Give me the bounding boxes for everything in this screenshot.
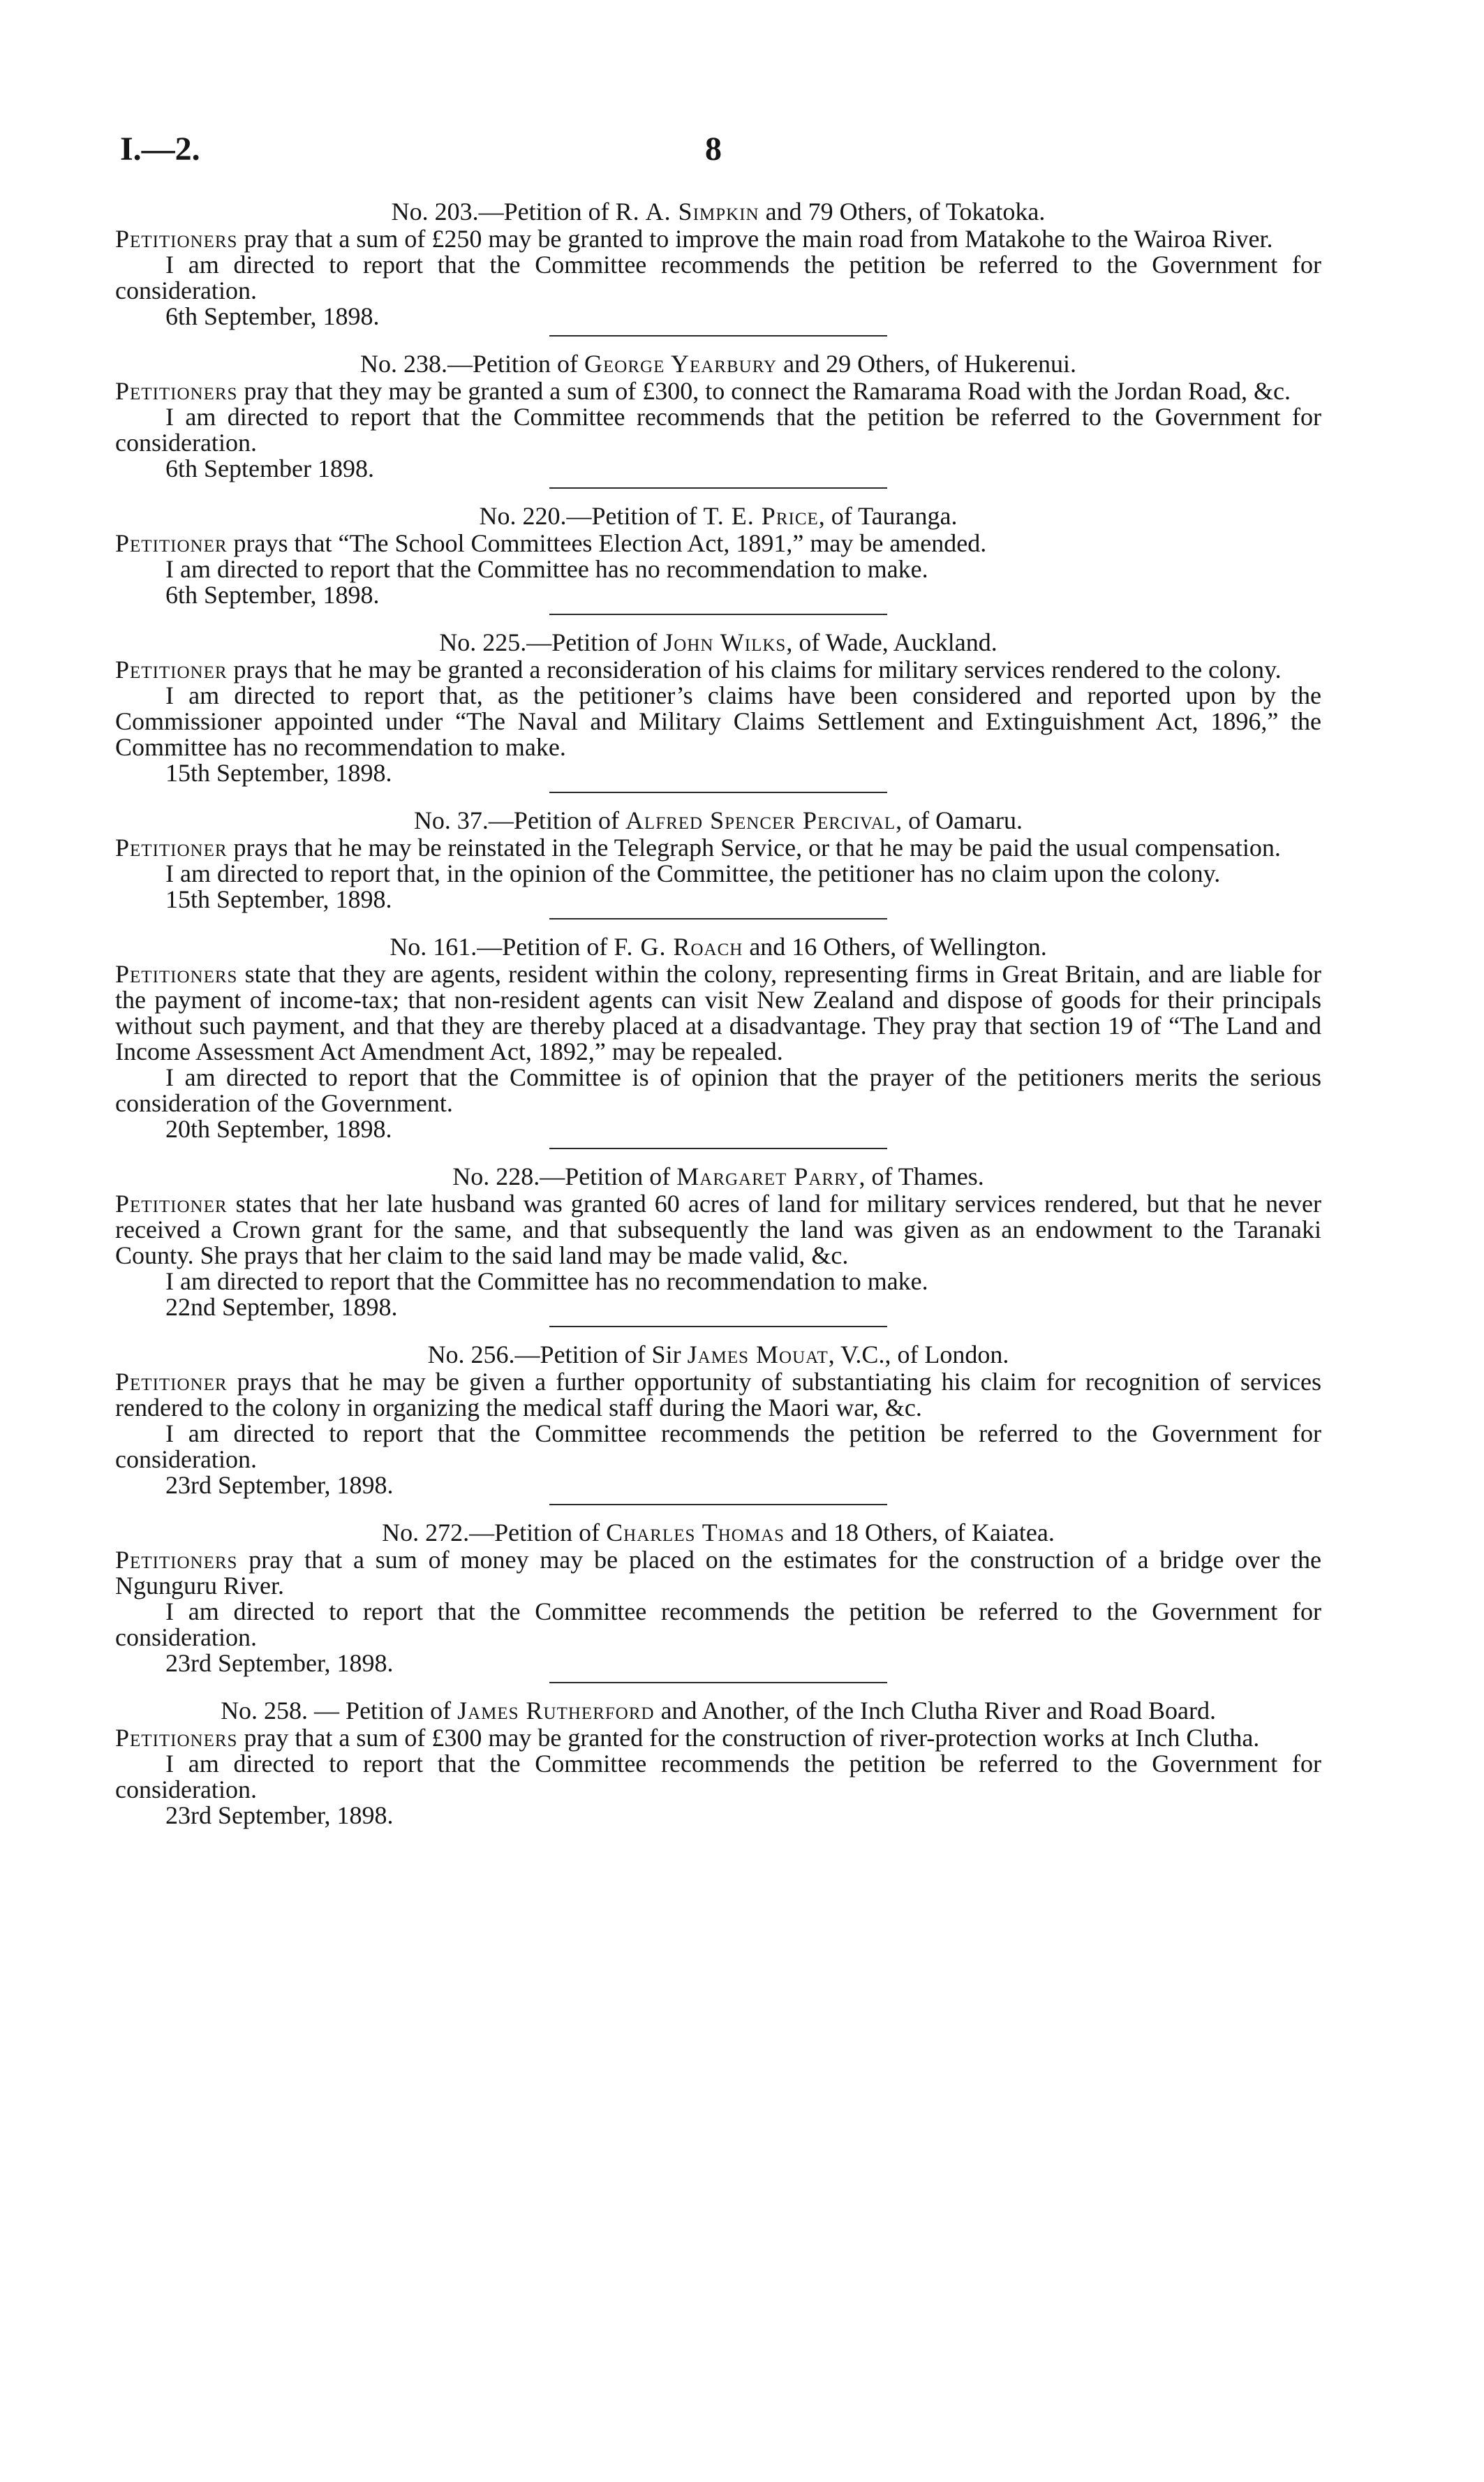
report-date: 6th September, 1898.	[165, 302, 380, 330]
petition-228	[115, 1162, 1321, 1327]
petition-prayer: Petitioner states that her late husband was granted 60 acres of land for military services rendered, but that he never received a Crown grant for the same, and that subsequently the land was given as an endowment to the Taranaki County. She prays that her claim to the said land may be made valid, &c.	[115, 1190, 1321, 1269]
petitions-list	[115, 198, 1321, 1829]
document-reference: I.—2.	[120, 131, 200, 168]
committee-report: I am directed to report that the Committee recommends the petition be referred to the Government for consideration.	[115, 1597, 1321, 1651]
report-date: 6th September, 1898.	[165, 581, 380, 609]
report-date: 22nd September, 1898.	[165, 1293, 398, 1321]
petition-prayer: Petitioner prays that he may be granted a reconsideration of his claims for military services rendered to the colony.	[115, 656, 1282, 684]
petitioner-name: Margaret Parry	[676, 1162, 859, 1190]
petitioner-name: George Yearbury	[584, 350, 778, 378]
petitioner-name: Charles Thomas	[606, 1519, 785, 1546]
petition-heading: No. 225.—Petition of John Wilks, of Wade, Auckland.	[439, 628, 997, 656]
petitioner-name: James Mouat	[687, 1340, 829, 1368]
petition-prayer: Petitioners state that they are agents, resident within the colony, representing firms in Great Britain, and are liable for the payment of income-tax; that non-resident agents can visit New Zealand and dispose of goods for their principals without such payment, and that they are thereby placed at a disadvantage. They pray that section 19 of “The Land and Income Assessment Act Amendment Act, 1892,” may be repealed.	[115, 960, 1321, 1065]
section-divider	[549, 335, 887, 337]
section-divider	[549, 1148, 887, 1149]
report-date: 20th September, 1898.	[165, 1115, 392, 1143]
petition-heading: No. 161.—Petition of F. G. Roach and 16 Others, of Wellington.	[389, 933, 1047, 961]
petition-heading: No. 203.—Petition of R. A. Simpkin and 79 Others, of Tokatoka.	[391, 198, 1046, 226]
petition-258	[115, 1697, 1321, 1829]
section-divider	[549, 487, 887, 489]
petition-heading: No. 220.—Petition of T. E. Price, of Tauranga.	[479, 502, 958, 530]
petition-heading: No. 37.—Petition of Alfred Spencer Percival, of Oamaru.	[413, 806, 1023, 834]
petition-heading: No. 258. — Petition of James Rutherford and Another, of the Inch Clutha River and Road Board.	[221, 1697, 1216, 1724]
section-divider	[549, 1682, 887, 1683]
page-header	[0, 130, 1484, 179]
report-date: 23rd September, 1898.	[165, 1801, 394, 1829]
report-date: 23rd September, 1898.	[165, 1471, 394, 1499]
petition-161	[115, 933, 1321, 1149]
petition-238	[115, 350, 1321, 489]
petition-272	[115, 1519, 1321, 1683]
committee-report: I am directed to report that the Committee recommends the petition be referred to the Government for consideration.	[115, 1419, 1321, 1473]
report-date: 23rd September, 1898.	[165, 1649, 394, 1677]
section-divider	[549, 614, 887, 615]
petition-heading: No. 238.—Petition of George Yearbury and 29 Others, of Hukerenui.	[360, 350, 1076, 378]
petition-37	[115, 806, 1321, 919]
section-divider	[549, 1326, 887, 1327]
petition-prayer: Petitioner prays that “The School Committees Election Act, 1891,” may be amended.	[115, 529, 987, 557]
petition-256	[115, 1340, 1321, 1505]
section-divider	[549, 1504, 887, 1505]
committee-report: I am directed to report that the Committee has no recommendation to make.	[165, 1267, 928, 1295]
committee-report: I am directed to report that, as the petitioner’s claims have been considered and reported upon by the Commissioner appointed under “The Naval and Military Claims Settlement and Extinguishment Act, 1896,” the Committee has no recommendation to make.	[115, 681, 1321, 761]
petition-prayer: Petitioners pray that they may be granted a sum of £300, to connect the Ramarama Road with the Jordan Road, &c.	[115, 377, 1291, 405]
section-divider	[549, 792, 887, 793]
petition-prayer: Petitioner prays that he may be reinstated in the Telegraph Service, or that he may be paid the usual compensation.	[115, 834, 1281, 862]
petition-prayer: Petitioners pray that a sum of money may be placed on the estimates for the construction of a bridge over the Ngunguru River.	[115, 1546, 1321, 1600]
page-number: 8	[705, 131, 722, 168]
petitioner-name: John Wilks	[663, 628, 787, 656]
report-date: 15th September, 1898.	[165, 885, 392, 913]
petition-heading: No. 272.—Petition of Charles Thomas and 18 Others, of Kaiatea.	[382, 1519, 1055, 1546]
petition-heading: No. 228.—Petition of Margaret Parry, of Thames.	[452, 1162, 984, 1190]
petition-220	[115, 502, 1321, 615]
petitioner-name: F. G. Roach	[614, 933, 743, 961]
petition-203	[115, 198, 1321, 337]
committee-report: I am directed to report that the Committee recommends the petition be referred to the Government for consideration.	[115, 251, 1321, 304]
section-divider	[549, 918, 887, 919]
report-date: 15th September, 1898.	[165, 759, 392, 787]
petition-prayer: Petitioners pray that a sum of £250 may be granted to improve the main road from Matakohe to the Wairoa River.	[115, 225, 1273, 253]
committee-report: I am directed to report that the Committee recommends the petition be referred to the Government for consideration.	[115, 1750, 1321, 1803]
committee-report: I am directed to report that the Committee is of opinion that the prayer of the petitioners merits the serious consideration of the Government.	[115, 1063, 1321, 1117]
petitioner-name: T. E. Price	[703, 502, 819, 530]
committee-report: I am directed to report that the Committee has no recommendation to make.	[165, 555, 928, 583]
committee-report: I am directed to report that, in the opinion of the Committee, the petitioner has no claim upon the colony.	[165, 859, 1221, 887]
petitioner-name: Alfred Spencer Percival	[625, 806, 896, 834]
petition-prayer: Petitioner prays that he may be given a further opportunity of substantiating his claim for recognition of services rendered to the colony in organizing the medical staff during the Maori war, &c.	[115, 1368, 1321, 1421]
petition-225	[115, 628, 1321, 793]
committee-report: I am directed to report that the Committee recommends that the petition be referred to the Government for consideration.	[115, 403, 1321, 457]
petitioner-name: James Rutherford	[457, 1697, 655, 1724]
report-date: 6th September 1898.	[165, 455, 374, 482]
petitioner-name: R. A. Simpkin	[615, 198, 759, 226]
petition-prayer: Petitioners pray that a sum of £300 may be granted for the construction of river-protection works at Inch Clutha.	[115, 1724, 1260, 1752]
petition-heading: No. 256.—Petition of Sir James Mouat, V.C., of London.	[427, 1340, 1009, 1368]
